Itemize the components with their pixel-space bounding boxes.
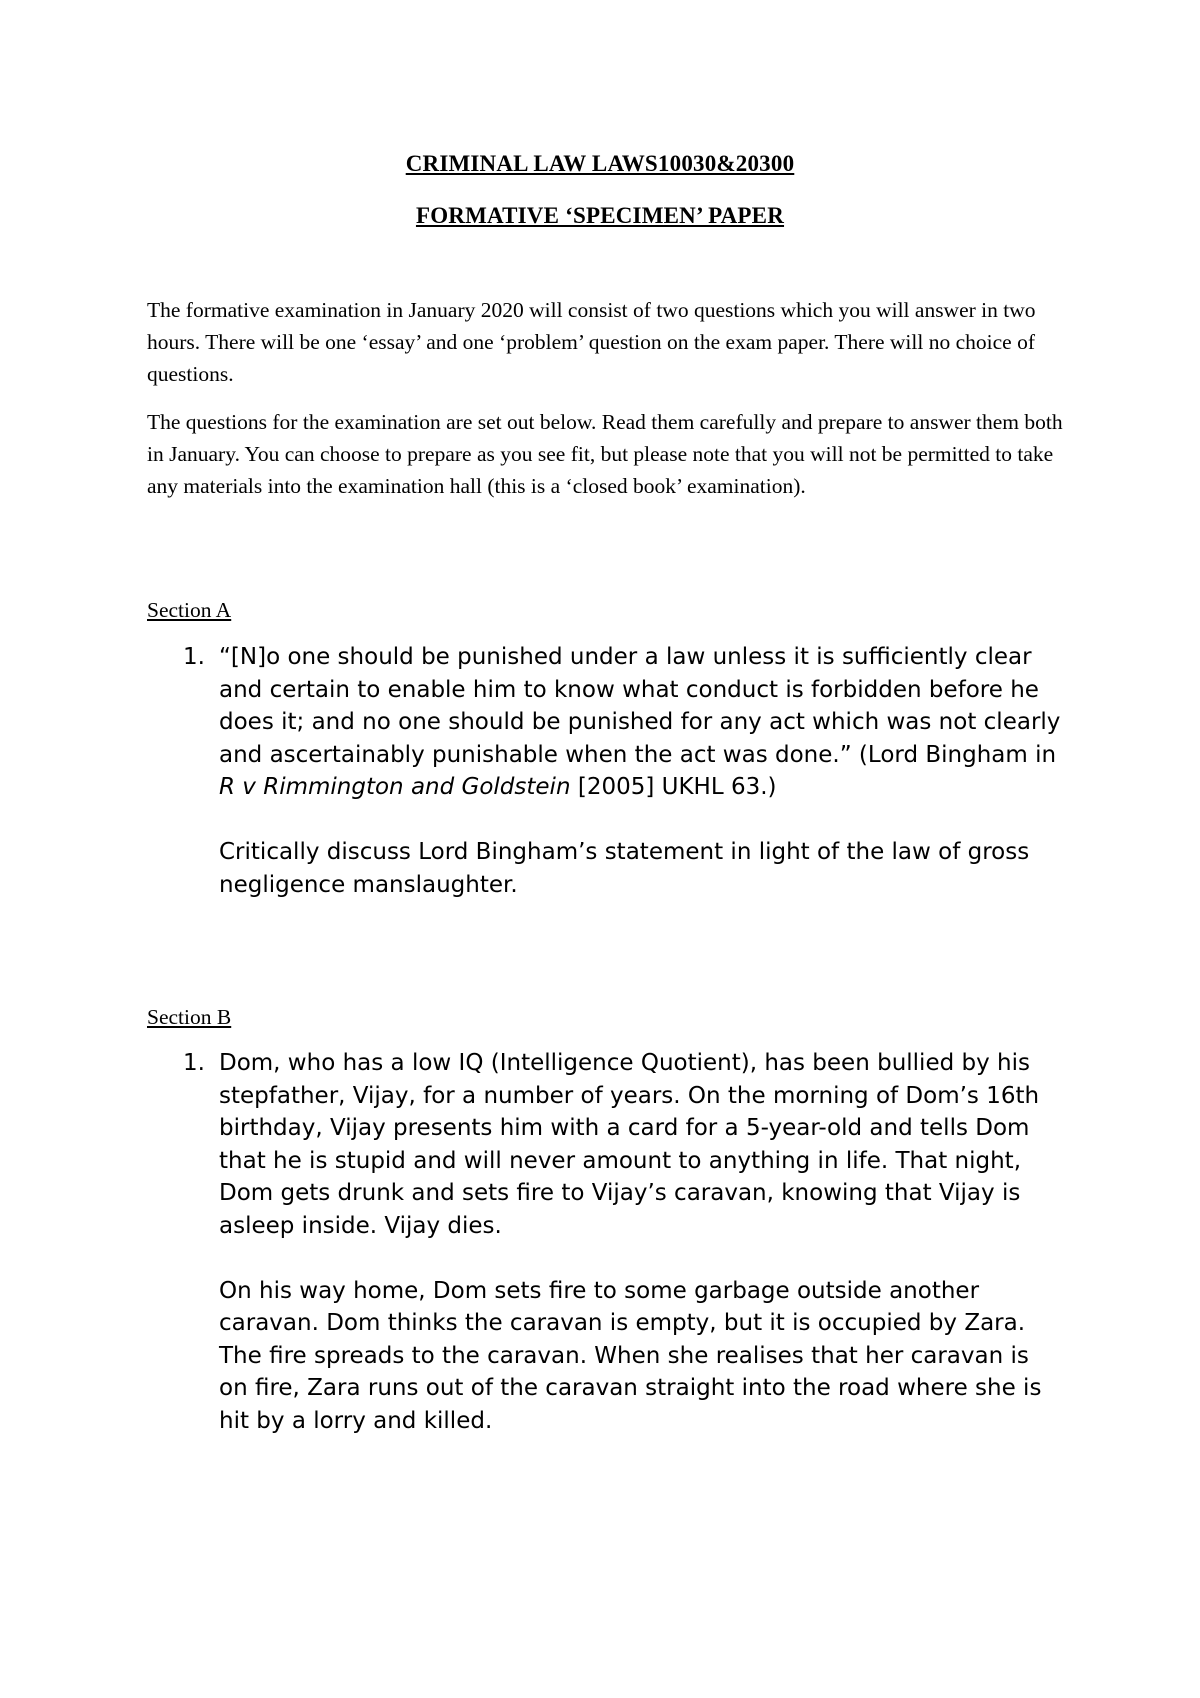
question-body [219, 641, 1063, 901]
question-number: 1. [183, 644, 205, 670]
section-b-heading: Section B [147, 1005, 232, 1029]
question-body [219, 1047, 1063, 1437]
paper-title: FORMATIVE ‘SPECIMEN’ PAPER [415, 203, 785, 228]
question-number: 1. [183, 1050, 205, 1076]
citation-text: [2005] UKHL 63.) [570, 774, 777, 800]
section-a-question [183, 641, 1063, 901]
problem-paragraph: On his way home, Dom sets fire to some garbage outside another caravan. Dom thinks the caravan is empty, but it is occupied by Zara. The fire spreads to the caravan. When she realises that her caravan is on fire, Zara runs out of the caravan straight into the road where she is hit by a lorry and killed. [219, 1277, 1042, 1434]
course-title: CRIMINAL LAW LAWS10030&20300 [405, 151, 795, 176]
section-b-question [183, 1047, 1063, 1437]
case-name: R v Rimmington and Goldstein [219, 774, 571, 800]
question-instruction: Critically discuss Lord Bingham’s statement in light of the law of gross negligence manslaughter. [219, 839, 1030, 898]
intro-paragraph: The questions for the examination are set out below. Read them carefully and prepare to answer them both in January. You can choose to prepare as you see fit, but please note that you will not be permitted to take any materials into the examination hall (this is a ‘closed book’ examination). [147, 410, 1063, 498]
quote-text: “[N]o one should be punished under a law unless it is sufficiently clear and certain to enable him to know what conduct is forbidden before he does it; and no one should be punished for any act which was not clearly and ascertainably punishable when the act was done.” (Lord Bingham in [219, 644, 1061, 768]
question-quote [219, 641, 1063, 804]
problem-paragraph: Dom, who has a low IQ (Intelligence Quotient), has been bullied by his stepfather, Vijay, for a number of years. On the morning of Dom’s 16th birthday, Vijay presents him with a card for a 5-year-old and tells Dom that he is stupid and will never amount to anything in life. That night, Dom gets drunk and sets fire to Vijay’s caravan, knowing that Vijay is asleep inside. Vijay dies. [219, 1050, 1040, 1239]
intro-paragraph: The formative examination in January 2020 will consist of two questions which you will answer in two hours. There will be one ‘essay’ and one ‘problem’ question on the exam paper. There will no choice of questions. [147, 298, 1036, 386]
section-a-heading: Section A [147, 598, 232, 622]
